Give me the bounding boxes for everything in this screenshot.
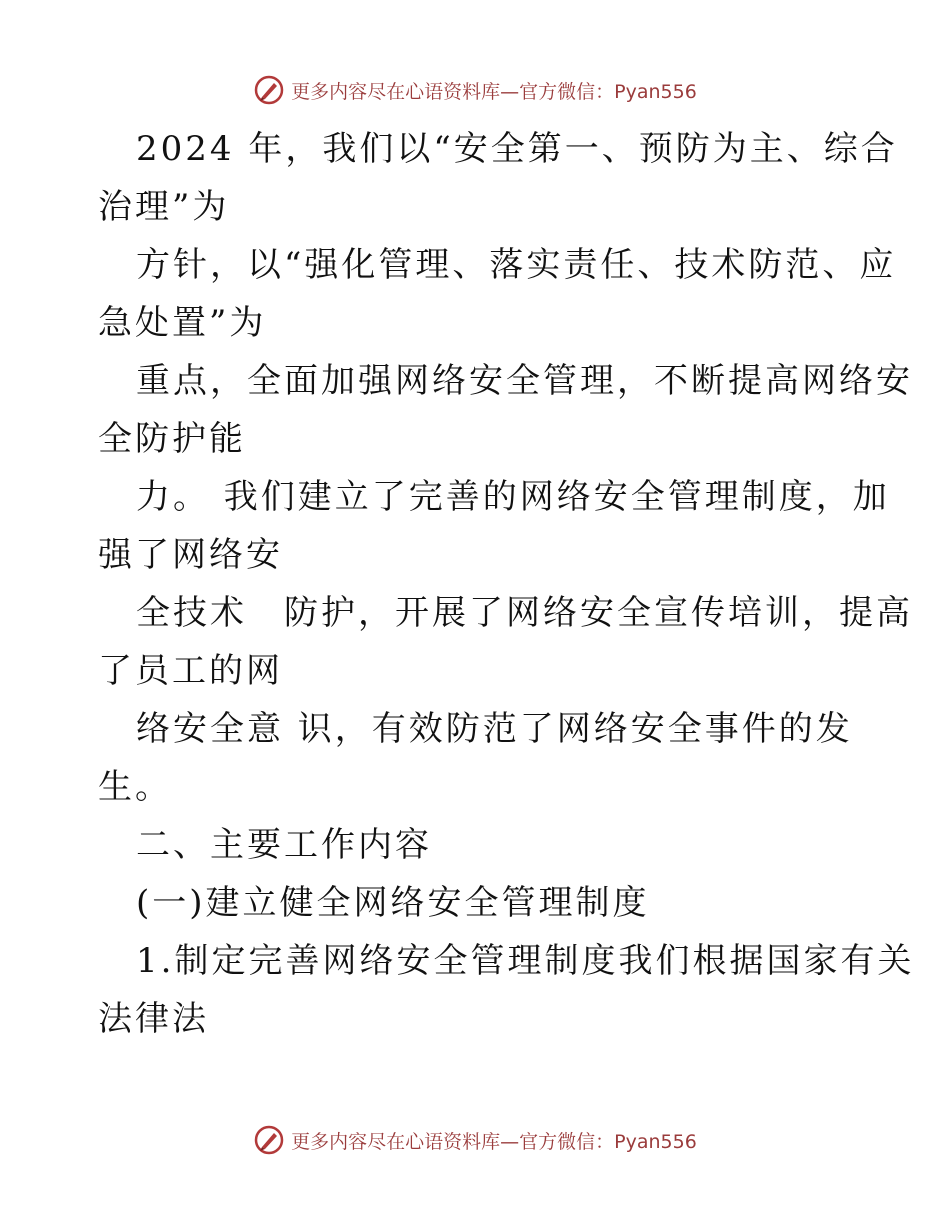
text-line: 2024 年，我们以“安全第一、预防为主、综合 <box>136 129 898 169</box>
text-line: 强了网络安 <box>98 535 283 575</box>
text-line: 了员工的网 <box>98 651 283 691</box>
text-line: 方针，以“强化管理、落实责任、技术防范、应 <box>136 245 897 285</box>
text-line: 生。 <box>98 767 172 807</box>
section-heading: 二、主要工作内容 <box>136 825 432 865</box>
watermark-text: 更多内容尽在心语资料库—官方微信：Pyan556 <box>291 1130 697 1153</box>
header-watermark <box>0 70 950 110</box>
text-line: 治理”为 <box>98 187 230 227</box>
watermark-text: 更多内容尽在心语资料库—官方微信：Pyan556 <box>291 80 697 103</box>
subsection-heading: (一)建立健全网络安全管理制度 <box>136 883 650 923</box>
footer-watermark <box>0 1120 950 1160</box>
pen-logo-icon <box>253 74 285 106</box>
text-line: 急处置”为 <box>98 303 267 343</box>
document-body <box>98 120 915 1048</box>
text-line: 络安全意 识，有效防范了网络安全事件的发 <box>136 709 853 749</box>
text-line: 重点，全面加强网络安全管理，不断提高网络安 <box>136 361 913 401</box>
pen-logo-icon <box>253 1124 285 1156</box>
text-line: 1.制定完善网络安全管理制度我们根据国家有关 <box>136 941 915 981</box>
text-line: 力。 我们建立了完善的网络安全管理制度，加 <box>136 477 890 517</box>
text-line: 全防护能 <box>98 419 246 459</box>
text-line: 全技术 防护，开展了网络安全宣传培训，提高 <box>136 593 913 633</box>
text-line: 法律法 <box>98 999 209 1039</box>
